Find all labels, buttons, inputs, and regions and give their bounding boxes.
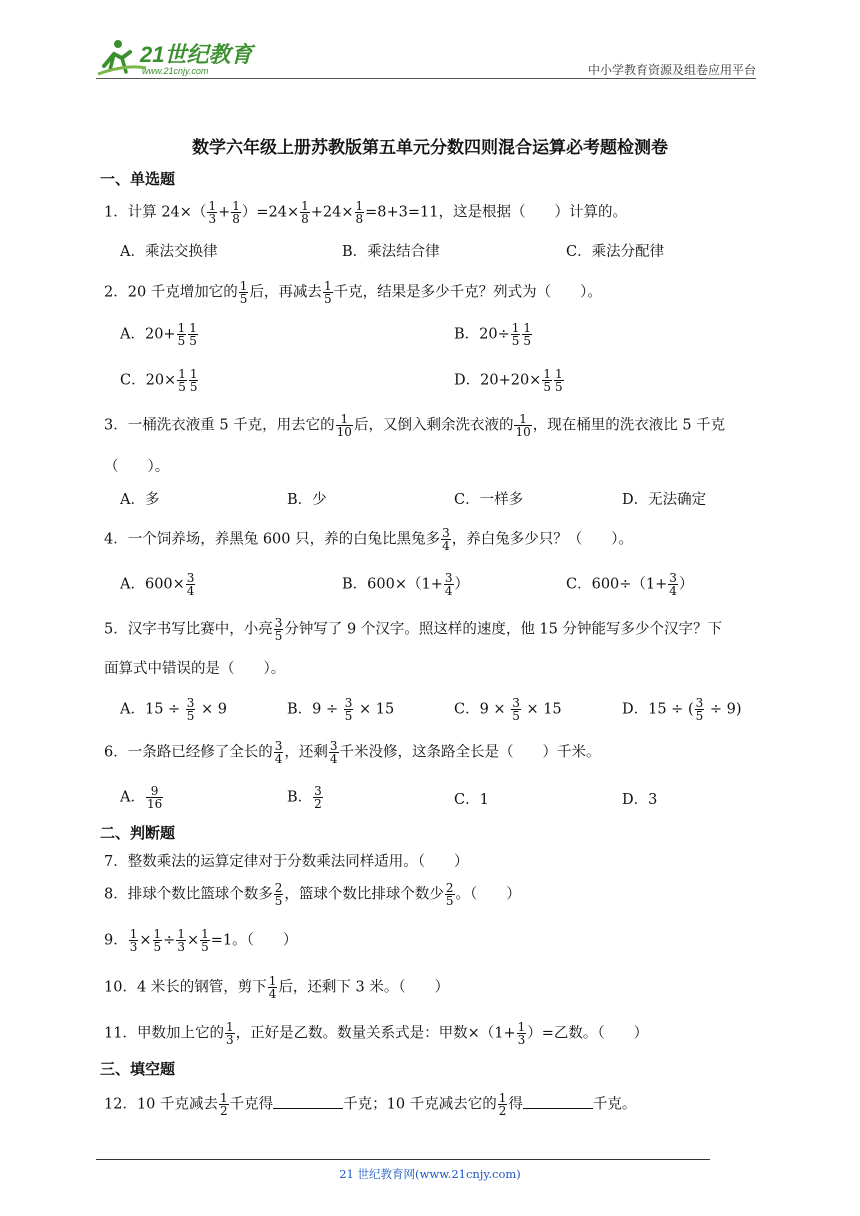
fraction: $\frac{1}{2}$ [220, 1091, 228, 1118]
question-7: 7．整数乘法的运算定律对于分数乘法同样适用。（ ） [104, 854, 469, 870]
q5-option-d[interactable]: D．15 ÷ ( $\frac{3}{5}$ ÷ 9) [622, 696, 742, 723]
fraction: $\frac{2}{5}$ [274, 881, 283, 908]
fraction: $\frac{3}{5}$ [695, 696, 704, 723]
section-heading-2: 二、判断题 [100, 824, 176, 842]
question-3: 3．一桶洗衣液重 5 千克，用去它的 $\frac{1}{10}$ 后，又倒入剩余洗衣液的 $\frac{1}{10}$ ，现在桶里的洗衣液比 5 千克 [104, 412, 726, 439]
q4-option-a[interactable]: A．600× $\frac{3}{4}$ [120, 571, 195, 598]
q2-option-b[interactable]: B．20÷ $\frac{1}{5}$ $\frac{1}{5}$ [454, 321, 532, 348]
fraction: $\frac{1}{5}$ [511, 321, 520, 348]
question-12: 12．10 千克减去 $\frac{1}{2}$ 千克得 千克；10 千克减去它的 $\frac{1}{2}$ 得 千克。 [104, 1091, 637, 1118]
fraction: $\frac{1}{8}$ [301, 199, 309, 226]
fraction: $\frac{3}{4}$ [444, 571, 453, 598]
q3-option-a[interactable]: A．多 [120, 492, 160, 508]
fraction: $\frac{1}{5}$ [554, 367, 563, 394]
section-heading-3: 三、填空题 [100, 1060, 176, 1078]
fraction: $\frac{1}{3}$ [208, 199, 217, 226]
question-9: 9． $\frac{1}{3}$ × $\frac{1}{5}$ ÷ $\frac{1}{3}$ × $\frac{1}{5}$ =1。（ ） [104, 927, 298, 954]
q2-option-c[interactable]: C．20× $\frac{1}{5}$ $\frac{1}{5}$ [120, 367, 198, 394]
fraction: $\frac{3}{4}$ [329, 739, 338, 766]
fraction: $\frac{1}{8}$ [232, 199, 240, 226]
fraction: $\frac{1}{5}$ [177, 321, 186, 348]
fraction: $\frac{3}{5}$ [344, 696, 353, 723]
fraction: $\frac{3}{5}$ [274, 616, 283, 643]
answer-blank[interactable] [523, 1096, 593, 1109]
fraction: $\frac{1}{8}$ [355, 199, 364, 226]
q6-option-d[interactable]: D．3 [622, 792, 658, 808]
q2-option-a[interactable]: A．20+ $\frac{1}{5}$ $\frac{1}{5}$ [120, 321, 197, 348]
runner-icon [98, 40, 146, 74]
fraction: $\frac{3}{2}$ [314, 784, 322, 811]
logo-text: 21世纪教育 [140, 42, 253, 67]
fraction: $\frac{9}{16}$ [146, 784, 163, 811]
fraction: $\frac{1}{5}$ [189, 367, 198, 394]
q5-option-c[interactable]: C．9 × $\frac{3}{5}$ × 15 [454, 696, 562, 723]
question-5: 5．汉字书写比赛中，小亮 $\frac{3}{5}$ 分钟写了 9 个汉字。照这样的速度，他 15 分钟能写多少个汉字？下 [104, 616, 722, 643]
fraction: $\frac{1}{5}$ [239, 279, 248, 306]
fraction: $\frac{2}{5}$ [445, 881, 454, 908]
fraction: $\frac{1}{3}$ [225, 1020, 234, 1047]
question-8: 8．排球个数比篮球个数多 $\frac{2}{5}$ ，篮球个数比排球个数少 $\frac{2}{5}$ 。（ ） [104, 881, 521, 908]
fraction: $\frac{1}{5}$ [543, 367, 551, 394]
fraction: $\frac{1}{2}$ [498, 1091, 507, 1118]
q5-option-a[interactable]: A．15 ÷ $\frac{3}{5}$ × 9 [120, 696, 228, 723]
question-3-cont: （ ）。 [104, 459, 170, 475]
fraction: $\frac{1}{3}$ [129, 927, 138, 954]
logo-url: www.21cnjy.com [142, 66, 209, 76]
fraction: $\frac{3}{4}$ [669, 571, 677, 598]
fraction: $\frac{1}{5}$ [523, 321, 532, 348]
footer-divider [96, 1159, 710, 1160]
answer-blank[interactable] [273, 1096, 343, 1109]
q1-option-a[interactable]: A．乘法交换律 [120, 244, 218, 260]
question-5-cont: 面算式中错误的是（ ）。 [104, 661, 286, 677]
fraction: $\frac{1}{5}$ [178, 367, 186, 394]
fraction: $\frac{1}{5}$ [153, 927, 162, 954]
q6-option-b[interactable]: B． $\frac{3}{2}$ [287, 784, 322, 811]
q3-option-c[interactable]: C．一样多 [454, 492, 524, 508]
fraction: $\frac{3}{4}$ [442, 526, 450, 553]
fraction: $\frac{1}{10}$ [515, 412, 531, 439]
fraction: $\frac{1}{5}$ [189, 321, 197, 348]
fraction: $\frac{3}{4}$ [186, 571, 195, 598]
question-2: 2．20 千克增加它的 $\frac{1}{5}$ 后，再减去 $\frac{1}{5}$ 千克，结果是多少千克？列式为（ ）。 [104, 279, 602, 306]
platform-name: 中小学教育资源及组卷应用平台 [587, 63, 756, 77]
q2-option-d[interactable]: D．20+20× $\frac{1}{5}$ $\frac{1}{5}$ [454, 367, 563, 394]
fraction: $\frac{1}{5}$ [323, 279, 332, 306]
fraction: $\frac{1}{3}$ [517, 1020, 526, 1047]
q1-option-c[interactable]: C．乘法分配律 [566, 244, 665, 260]
fraction: $\frac{3}{5}$ [512, 696, 520, 723]
q4-option-c[interactable]: C．600÷（1+ $\frac{3}{4}$ ） [566, 571, 694, 598]
fraction: $\frac{1}{10}$ [336, 412, 352, 439]
q6-option-a[interactable]: A． $\frac{9}{16}$ [120, 784, 163, 811]
q3-option-b[interactable]: B．少 [287, 492, 327, 508]
question-1: 1．计算 24×（ $\frac{1}{3}$ + $\frac{1}{8}$ ）=24× $\frac{1}{8}$ +24× $\frac{1}{8}$ =8+3=11，这是根据（ ）计算的。 [104, 199, 628, 226]
question-4: 4．一个饲养场，养黑兔 600 只，养的白兔比黑兔多 $\frac{3}{4}$ ，养白兔多少只？（ ）。 [104, 526, 634, 553]
q1-option-b[interactable]: B．乘法结合律 [342, 244, 440, 260]
section-heading-1: 一、单选题 [100, 170, 176, 188]
fraction: $\frac{1}{4}$ [268, 974, 277, 1001]
fraction: $\frac{1}{5}$ [201, 927, 209, 954]
question-10: 10．4 米长的钢管，剪下 $\frac{1}{4}$ 后，还剩下 3 米。（ ） [104, 974, 450, 1001]
question-6: 6．一条路已经修了全长的 $\frac{3}{4}$ ，还剩 $\frac{3}{4}$ 千米没修，这条路全长是（ ）千米。 [104, 739, 601, 766]
footer-link[interactable]: 21 世纪教育网(www.21cnjy.com) [339, 1167, 521, 1181]
q3-option-d[interactable]: D．无法确定 [622, 492, 707, 508]
q4-option-b[interactable]: B．600×（1+ $\frac{3}{4}$ ） [342, 571, 469, 598]
fraction: $\frac{3}{4}$ [274, 739, 283, 766]
header-divider [96, 78, 756, 79]
question-11: 11．甲数加上它的 $\frac{1}{3}$ ，正好是乙数。数量关系式是：甲数×（1+ $\frac{1}{3}$ ）=乙数。（ ） [104, 1020, 649, 1047]
q6-option-c[interactable]: C．1 [454, 792, 489, 808]
site-logo [96, 36, 266, 80]
q5-option-b[interactable]: B．9 ÷ $\frac{3}{5}$ × 15 [287, 696, 395, 723]
fraction: $\frac{1}{3}$ [177, 927, 185, 954]
fraction: $\frac{3}{5}$ [186, 696, 195, 723]
page-title: 数学六年级上册苏教版第五单元分数四则混合运算必考题检测卷 [192, 138, 668, 158]
